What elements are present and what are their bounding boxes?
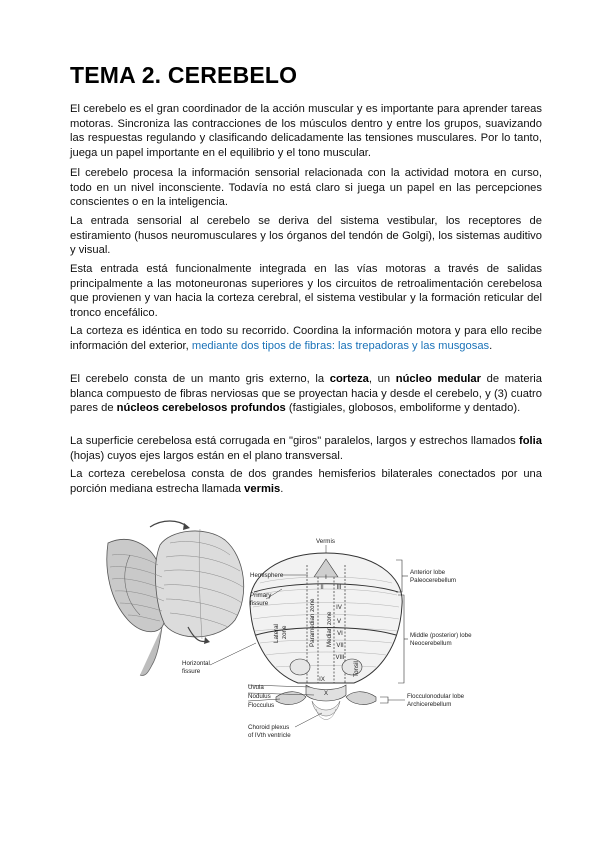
- paragraph-7: [70, 434, 542, 463]
- paragraph-8-text-c: .: [280, 482, 284, 495]
- neocerebellum-label: Neocerebellum: [410, 640, 452, 647]
- paragraph-6-text-e: (fastigiales, globosos, emboliforme y dentado).: [285, 402, 521, 415]
- choroid-plexus-label-2: of IVth ventricle: [248, 732, 291, 739]
- lobule-v: V: [336, 619, 342, 625]
- lobule-x: X: [323, 691, 329, 697]
- term-nucleo-medular: núcleo medular: [395, 373, 481, 385]
- lobule-iii: III: [336, 585, 342, 591]
- lateral-zone-label-2: zone: [281, 625, 288, 639]
- paragraph-8-text-a: La corteza cerebelosa consta de dos grandes hemisferios bilaterales conectados por una porción mediana estrecha llamada: [70, 468, 542, 495]
- primary-fissure-label-1: Primary: [250, 592, 272, 599]
- paragraph-6-text-a: El cerebelo consta de un manto gris externo, la: [70, 373, 330, 385]
- nodulus-label: Nodulus: [248, 693, 271, 700]
- paragraph-6: [70, 372, 542, 416]
- term-folia: folia: [519, 435, 542, 447]
- hemisphere-label: Hemisphere: [250, 572, 284, 579]
- lobule-iv: IV: [336, 605, 342, 611]
- paleocerebellum-label: Paleocerebellum: [410, 577, 457, 584]
- paragraph-2: El cerebelo procesa la información sensorial relacionada con la actividad motora en curso, todo en un nivel inconsciente. Todavía no está claro si juega un papel en las percepciones conscientes o en la inteligencia.: [70, 167, 542, 209]
- paragraph-5-end: .: [489, 339, 493, 352]
- paragraph-6-text-c: , un: [368, 373, 396, 385]
- choroid-plexus-label-1: Choroid plexus: [248, 724, 290, 731]
- middle-lobe-label: Middle (posterior) lobe: [410, 632, 472, 639]
- horizontal-fissure-label-1: Horizontal: [182, 660, 210, 667]
- cerebellum-diagram: [100, 515, 520, 755]
- paragraph-5: [70, 324, 542, 353]
- paragraph-4: Esta entrada está funcionalmente integrada en las vías motoras a través de salidas principalmente a las motoneuronas superiores y los circuitos de retroalimentación cerebelosa que provienen y van hacia la corteza cerebral, el sistema vestibular y la formación reticular del tronco encefálico.: [70, 263, 542, 319]
- lobule-i: I: [325, 575, 327, 581]
- lobule-viii: VIII: [335, 655, 345, 661]
- paragraph-7-text-a: La superficie cerebelosa está corrugada en "giros" paralelos, largos y estrechos llamados: [70, 435, 519, 447]
- lobule-vi: VI: [337, 631, 343, 637]
- primary-fissure-label-2: fissure: [250, 600, 269, 607]
- term-corteza: corteza: [329, 373, 369, 385]
- lateral-zone-label-1: Lateral: [273, 624, 280, 643]
- vermis-label: Vermis: [316, 538, 335, 545]
- fibers-link[interactable]: mediante dos tipos de fibras: las trepadoras y las musgosas: [191, 339, 490, 352]
- uvula-label: Uvula: [248, 684, 264, 691]
- flocculonodular-lobe-label: Flocculonodular lobe: [407, 693, 465, 700]
- lobule-ii: II: [320, 585, 324, 591]
- lobule-vii: VII: [336, 643, 344, 649]
- paragraph-1: El cerebelo es el gran coordinador de la acción muscular y es importante para aprender tareas motoras. Sincroniza las contracciones de los músculos dentro y entre los grupos, suavizando las respuestas regulando y clasificando delicadamente las tensiones musculares. Por lo tanto, juega un papel importante en el equilibrio y el tono muscular.: [70, 103, 542, 159]
- anterior-lobe-label: Anterior lobe: [410, 569, 446, 576]
- horizontal-fissure-label-2: fissure: [182, 668, 201, 675]
- paragraph-5-text: La corteza es idéntica en todo su recorrido. Coordina la información motora y para ello recibe información del exterior,: [70, 325, 542, 352]
- flocculus-label: Flocculus: [248, 702, 275, 709]
- term-vermis: vermis: [244, 482, 281, 495]
- paragraph-7-text-c: (hojas) cuyos ejes largos están en el plano transversal.: [70, 449, 343, 462]
- lobule-ix: IX: [319, 677, 325, 683]
- tonsil-label: Tonsil: [353, 661, 360, 677]
- paragraph-8: [70, 467, 542, 496]
- paragraph-6-text-d: de materia blanca compuesto de fibras nerviosas que se proyectan hacia y desde el cerebelo, y (3) cuatro pares de: [70, 373, 542, 415]
- paramedian-zone-label: Paramedian zone: [309, 598, 316, 647]
- paragraph-3: La entrada sensorial al cerebelo se deriva del sistema vestibular, los receptores de estiramiento (husos neuromusculares y los órganos del tendón de Golgi), los sistemas auditivo y visual.: [70, 215, 542, 257]
- term-nucleos-profundos: núcleos cerebelosos profundos: [116, 402, 286, 415]
- cerebellum-3d-illustration: [107, 521, 244, 676]
- archicerebellum-label: Archicerebellum: [407, 701, 452, 708]
- page-title: TEMA 2. CEREBELO: [70, 62, 298, 88]
- median-zone-label: Median zone: [326, 611, 333, 647]
